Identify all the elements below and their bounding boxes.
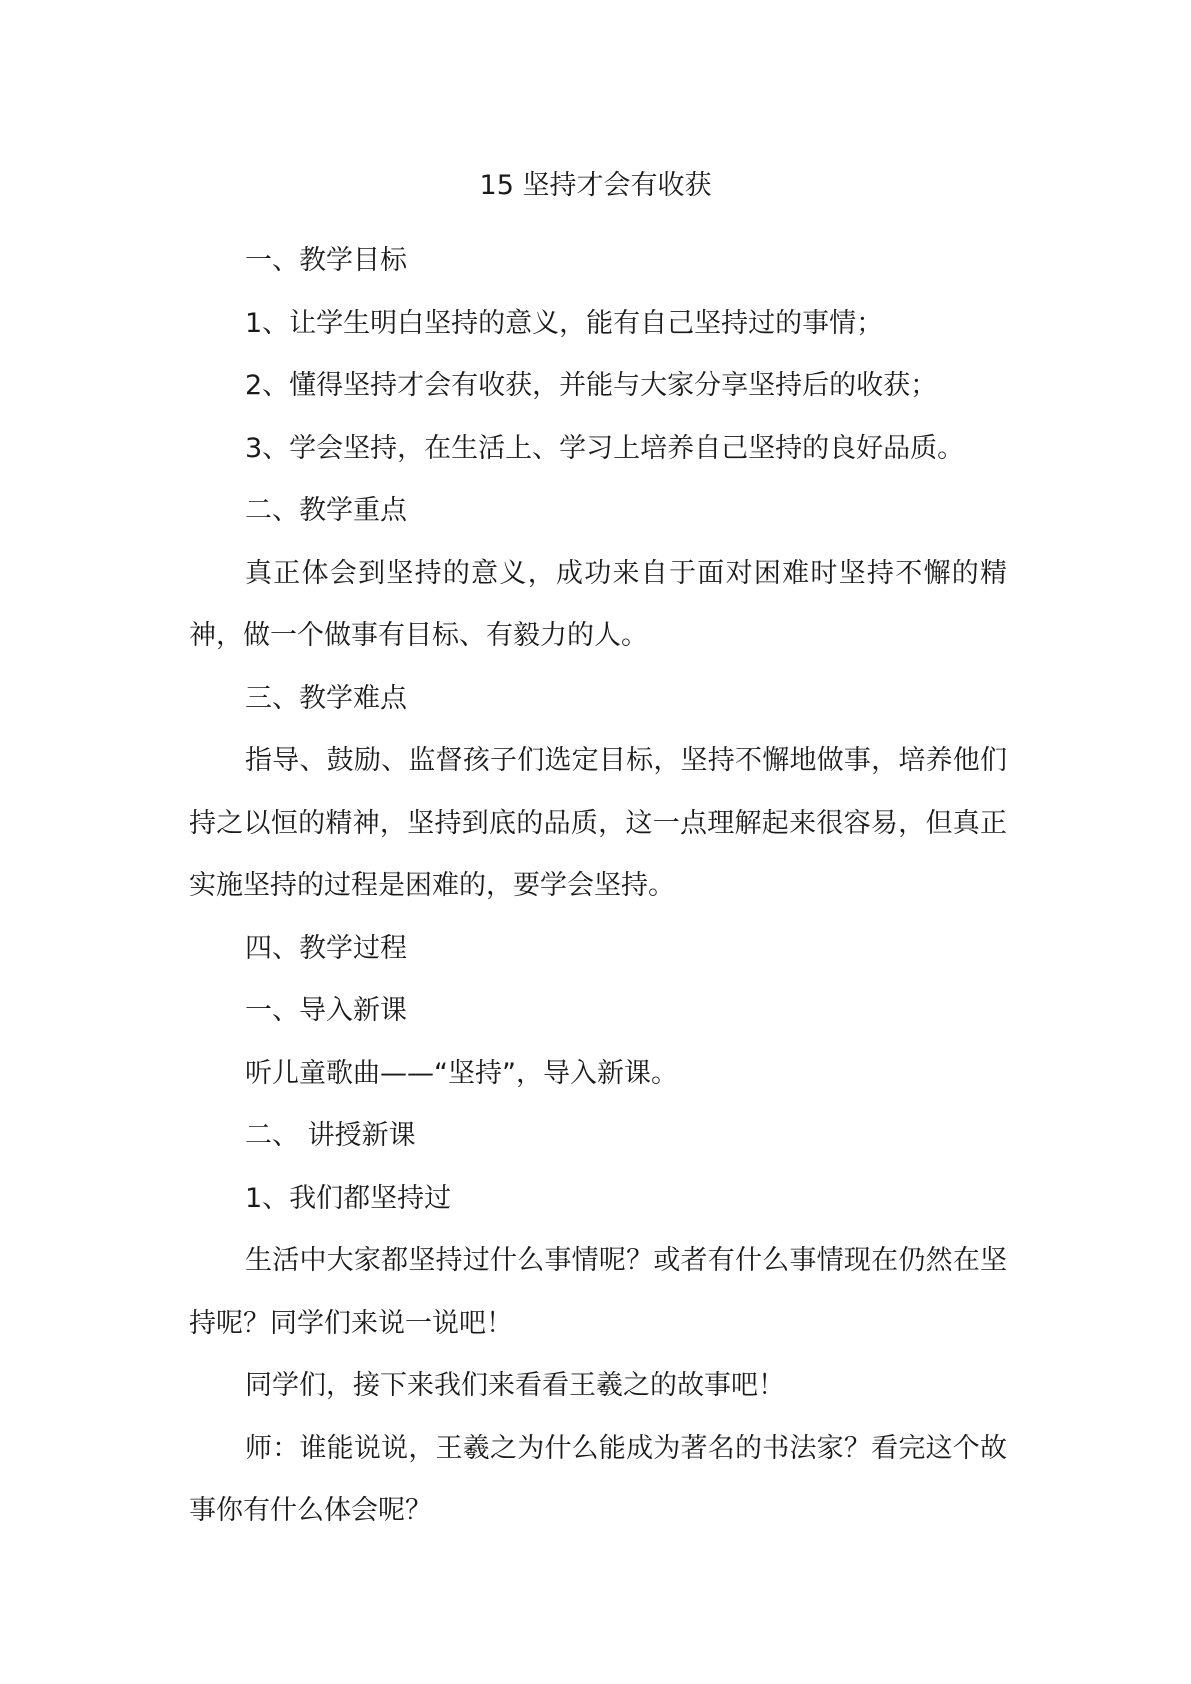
document-title: 15 坚持才会有收获 bbox=[479, 170, 712, 201]
objective-item-2: 2、懂得坚持才会有收获，并能与大家分享坚持后的收获； bbox=[245, 370, 938, 401]
section-heading-process: 四、教学过程 bbox=[245, 932, 407, 964]
lesson-paragraph-2: 同学们，接下来我们来看看王羲之的故事吧！ bbox=[245, 1370, 785, 1401]
objective-item-3: 3、学会坚持，在生活上、学习上培养自己坚持的良好品质。 bbox=[245, 432, 965, 464]
section-heading-difficulties: 三、教学难点 bbox=[245, 682, 407, 714]
subsection-heading-new-lesson: 二、 讲授新课 bbox=[245, 1120, 416, 1151]
section-heading-objectives: 一、教学目标 bbox=[245, 245, 407, 276]
key-points-paragraph: 真正体会到坚持的意义，成功来自于面对困难时坚持不懈的精神，做一个做事有目标、有毅力的人。 bbox=[189, 557, 1007, 651]
subsection-heading-intro: 一、导入新课 bbox=[245, 995, 407, 1026]
intro-paragraph: 听儿童歌曲——“坚持”，导入新课。 bbox=[245, 1057, 678, 1089]
document-body bbox=[189, 230, 1007, 1543]
objective-item-1: 1、让学生明白坚持的意义，能有自己坚持过的事情； bbox=[245, 307, 884, 339]
difficulties-paragraph: 指导、鼓励、监督孩子们选定目标，坚持不懈地做事，培养他们持之以恒的精神，坚持到底的品质，这一点理解起来很容易，但真正实施坚持的过程是困难的，要学会坚持。 bbox=[189, 745, 1007, 901]
section-heading-key-points: 二、教学重点 bbox=[245, 495, 407, 526]
lesson-paragraph-1: 生活中大家都坚持过什么事情呢？或者有什么事情现在仍然在坚持呢？同学们来说一说吧！ bbox=[189, 1245, 1007, 1339]
lesson-paragraph-3: 师：谁能说说，王羲之为什么能成为著名的书法家？看完这个故事你有什么体会呢？ bbox=[189, 1432, 1007, 1526]
lesson-item-1-heading: 1、我们都坚持过 bbox=[245, 1182, 452, 1214]
